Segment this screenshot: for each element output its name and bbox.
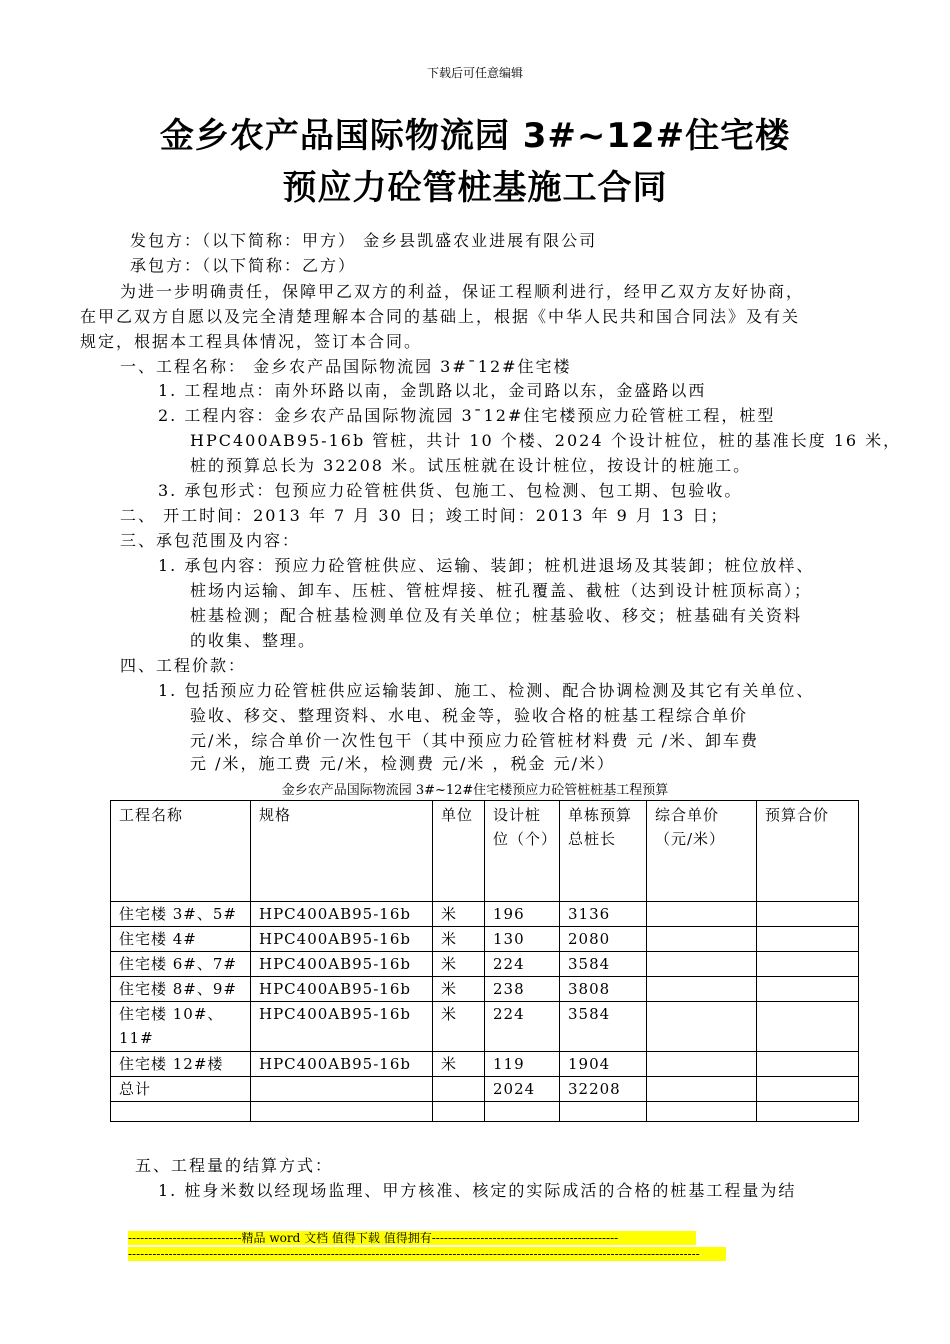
cell-spec: HPC400AB95-16b — [251, 1052, 433, 1077]
cell-project-name: 住宅楼 6#、7# — [111, 952, 251, 977]
page-header-note: 下载后可任意编辑 — [426, 66, 523, 80]
cell-spec: HPC400AB95-16b — [251, 1002, 433, 1052]
cell-budget-total — [757, 1102, 859, 1122]
section-5-heading: 五、工程量的结算方式： — [135, 1156, 334, 1175]
section-3-item-1-line-3: 桩基检测；配合桩基检测单位及有关单位；桩基验收、移交；桩基础有关资料 — [190, 606, 803, 625]
cell-budget-total — [757, 1002, 859, 1052]
cell-unit: 米 — [433, 977, 485, 1002]
header-unit-price: 综合单价（元/米） — [647, 801, 757, 902]
cell-unit — [433, 1077, 485, 1102]
intro-line-3: 规定，根据本工程具体情况，签订本合同。 — [80, 332, 423, 351]
table-row — [111, 1052, 859, 1077]
budget-table-header-row — [111, 801, 859, 902]
section-4-item-1-line-1: 1. 包括预应力砼管桩供应运输装卸、施工、检测、配合协调检测及其它有关单位、 — [158, 681, 815, 700]
cell-budget-total — [757, 977, 859, 1002]
header-project-name: 工程名称 — [111, 801, 251, 902]
cell-project-name: 住宅楼 12#楼 — [111, 1052, 251, 1077]
contract-title-line-2: 预应力砼管桩基施工合同 — [282, 168, 668, 208]
section-1-item-2-line-1: 2. 工程内容：金乡农产品国际物流园 3¯12#住宅楼预应力砼管桩工程，桩型 — [158, 406, 776, 425]
intro-line-1: 为进一步明确责任，保障甲乙双方的利益，保证工程顺利进行，经甲乙双方友好协商， — [120, 282, 805, 301]
cell-unit — [433, 1102, 485, 1122]
cell-project-name: 住宅楼 3#、5# — [111, 902, 251, 927]
section-4-heading: 四、工程价款： — [120, 656, 247, 675]
section-2-schedule: 二、 开工时间：2013 年 7 月 30 日；竣工时间：2013 年 9 月 13 日； — [120, 506, 729, 525]
cell-total-length: 3584 — [560, 1002, 647, 1052]
cell-design-piles: 224 — [485, 1002, 560, 1052]
section-3-heading: 三、承包范围及内容： — [120, 531, 301, 550]
cell-project-name: 住宅楼 10#、11# — [111, 1002, 251, 1052]
cell-total-length: 3808 — [560, 977, 647, 1002]
table-row — [111, 952, 859, 977]
cell-unit: 米 — [433, 927, 485, 952]
section-4-item-1-line-4: 元 /米，施工费 元/米，检测费 元/米 ，税金 元/米） — [190, 754, 615, 773]
section-1-item-1: 1. 工程地点：南外环路以南，金凯路以北，金司路以东，金盛路以西 — [158, 381, 707, 400]
table-row — [111, 1002, 859, 1052]
header-total-length: 单栋预算总桩长 — [560, 801, 647, 902]
section-4-item-1-line-3: 元/米，综合单价一次性包干（其中预应力砼管桩材料费 元 /米、卸车费 — [190, 731, 759, 750]
cell-unit-price — [647, 1102, 757, 1122]
cell-spec: HPC400AB95-16b — [251, 977, 433, 1002]
table-empty-row — [111, 1102, 859, 1122]
cell-unit-price — [647, 1077, 757, 1102]
cell-project-name: 总计 — [111, 1077, 251, 1102]
cell-unit: 米 — [433, 902, 485, 927]
cell-spec — [251, 1077, 433, 1102]
cell-design-piles: 2024 — [485, 1077, 560, 1102]
header-spec: 规格 — [251, 801, 433, 902]
cell-spec: HPC400AB95-16b — [251, 927, 433, 952]
intro-line-2: 在甲乙双方自愿以及完全清楚理解本合同的基础上，根据《中华人民共和国合同法》及有关 — [80, 307, 801, 326]
budget-table — [110, 800, 859, 1122]
cell-unit-price — [647, 902, 757, 927]
cell-design-piles: 196 — [485, 902, 560, 927]
section-5-item-1: 1. 桩身米数以经现场监理、甲方核准、核定的实际成活的合格的桩基工程量为结 — [158, 1181, 797, 1200]
cell-spec: HPC400AB95-16b — [251, 902, 433, 927]
section-3-item-1-line-1: 1. 承包内容：预应力砼管桩供应、运输、装卸；桩机进退场及其装卸；桩位放样、 — [158, 556, 815, 575]
cell-total-length — [560, 1102, 647, 1122]
cell-budget-total — [757, 1077, 859, 1102]
cell-unit-price — [647, 952, 757, 977]
header-budget-total: 预算合价 — [757, 801, 859, 902]
cell-design-piles: 119 — [485, 1052, 560, 1077]
cell-total-length: 1904 — [560, 1052, 647, 1077]
section-4-item-1-line-2: 验收、移交、整理资料、水电、税金等，验收合格的桩基工程综合单价 — [190, 706, 749, 725]
cell-unit-price — [647, 1052, 757, 1077]
cell-total-length: 32208 — [560, 1077, 647, 1102]
cell-unit: 米 — [433, 1002, 485, 1052]
cell-budget-total — [757, 927, 859, 952]
section-1-heading: 一、工程名称： 金乡农产品国际物流园 3#¯12#住宅楼 — [120, 357, 572, 376]
cell-unit-price — [647, 927, 757, 952]
cell-total-length: 2080 — [560, 927, 647, 952]
footer-banner-line-2: --------------------------------------------------------------------------------------------------------------------------------------------- — [128, 1247, 726, 1261]
cell-project-name — [111, 1102, 251, 1122]
cell-design-piles — [485, 1102, 560, 1122]
cell-budget-total — [757, 1052, 859, 1077]
cell-total-length: 3136 — [560, 902, 647, 927]
table-row — [111, 927, 859, 952]
cell-project-name: 住宅楼 8#、9# — [111, 977, 251, 1002]
cell-spec — [251, 1102, 433, 1122]
section-1-item-2-line-3: 桩的预算总长为 32208 米。试压桩就在设计桩位，按设计的桩施工。 — [190, 456, 752, 475]
header-design-piles: 设计桩位（个） — [485, 801, 560, 902]
section-1-item-3: 3. 承包形式：包预应力砼管桩供货、包施工、包检测、包工期、包验收。 — [158, 481, 743, 500]
footer-banner-line-1: ----------------------------精品 word 文档 值得下载 值得拥有---------------------------------------------- — [128, 1231, 696, 1245]
cell-spec: HPC400AB95-16b — [251, 952, 433, 977]
cell-unit: 米 — [433, 952, 485, 977]
table-row — [111, 977, 859, 1002]
contract-title-line-1: 金乡农产品国际物流园 3#~12#住宅楼 — [159, 116, 791, 156]
section-1-item-2-line-2: HPC400AB95-16b 管桩，共计 10 个楼、2024 个设计桩位，桩的基准长度 16 米， — [190, 431, 902, 450]
header-unit: 单位 — [433, 801, 485, 902]
cell-project-name: 住宅楼 4# — [111, 927, 251, 952]
section-3-item-1-line-2: 桩场内运输、卸车、压桩、管桩焊接、桩孔覆盖、截桩（达到设计桩顶标高）； — [190, 581, 813, 600]
cell-total-length: 3584 — [560, 952, 647, 977]
cell-budget-total — [757, 902, 859, 927]
cell-design-piles: 238 — [485, 977, 560, 1002]
cell-design-piles: 224 — [485, 952, 560, 977]
cell-budget-total — [757, 952, 859, 977]
cell-design-piles: 130 — [485, 927, 560, 952]
budget-table-caption: 金乡农产品国际物流园 3#~12#住宅楼预应力砼管桩桩基工程预算 — [281, 783, 669, 798]
cell-unit-price — [647, 1002, 757, 1052]
table-total-row — [111, 1077, 859, 1102]
contractor-line: 承包方：（以下简称：乙方） — [130, 256, 357, 275]
employer-line: 发包方：（以下简称：甲方） 金乡县凯盛农业进展有限公司 — [130, 231, 598, 250]
table-row — [111, 902, 859, 927]
cell-unit: 米 — [433, 1052, 485, 1077]
section-3-item-1-line-4: 的收集、整理。 — [190, 631, 317, 650]
cell-unit-price — [647, 977, 757, 1002]
